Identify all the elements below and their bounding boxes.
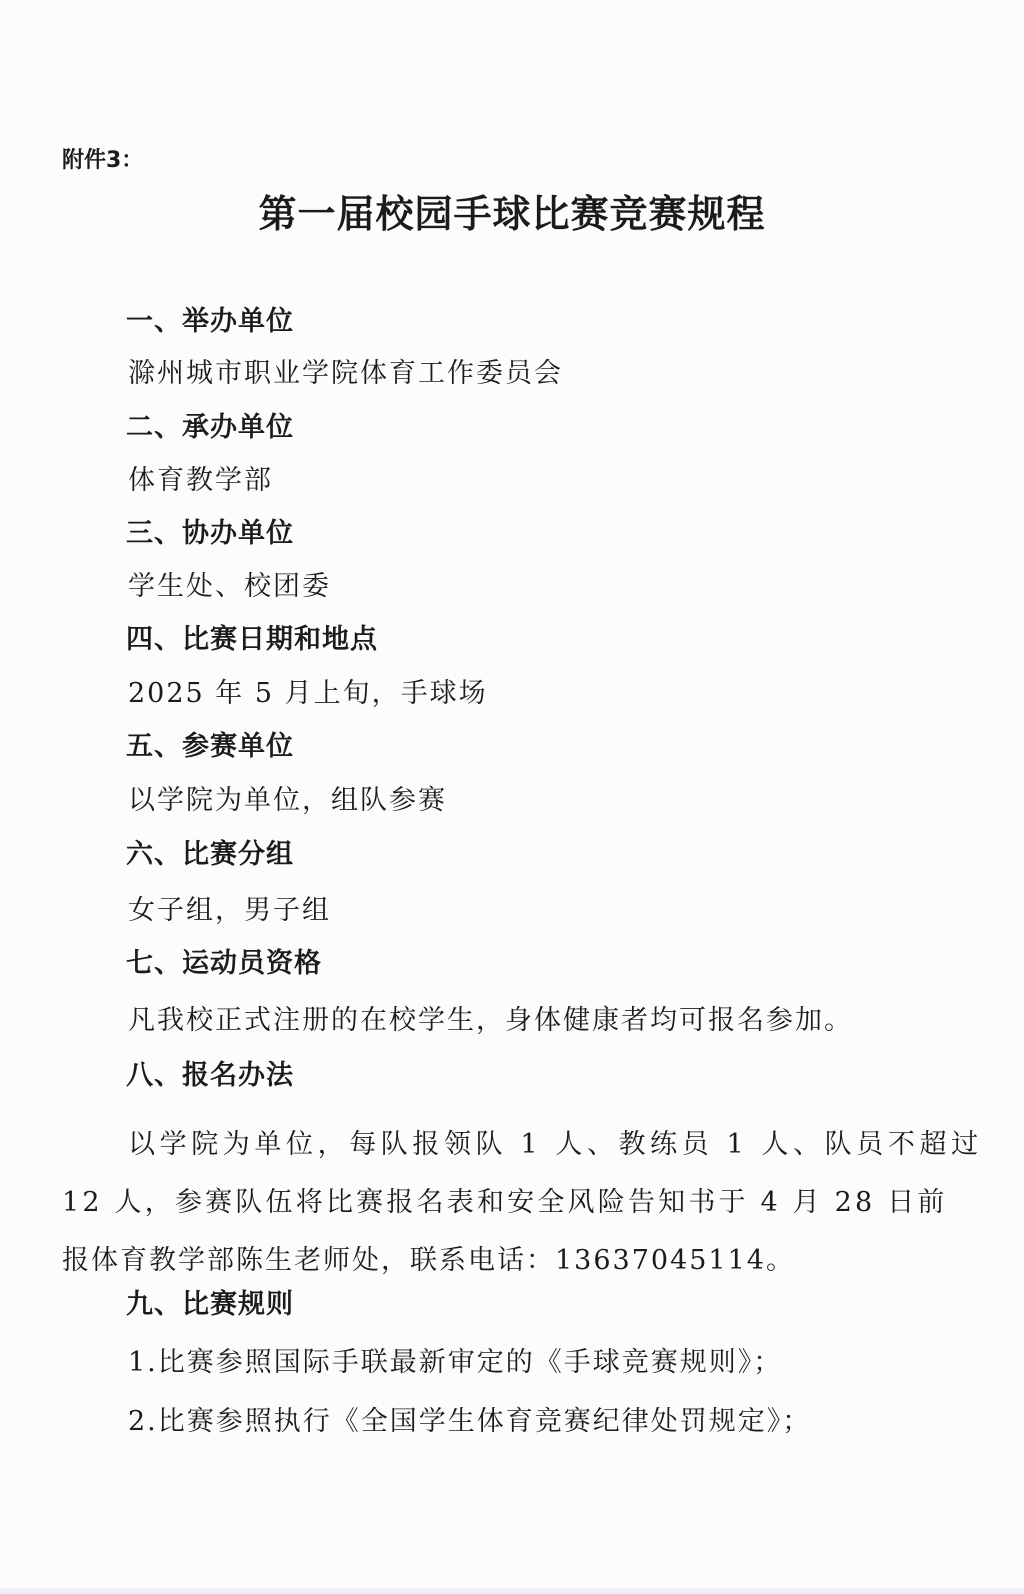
section-heading-date-venue: 四、比赛日期和地点 bbox=[126, 624, 378, 655]
rule-item: 1.比赛参照国际手联最新审定的《手球竞赛规则》； bbox=[128, 1347, 783, 1378]
section-heading-groups: 六、比赛分组 bbox=[126, 839, 294, 870]
section-body-participants: 以学院为单位，组队参赛 bbox=[128, 785, 447, 816]
page-bottom-edge bbox=[0, 1588, 1024, 1594]
section-heading-rules: 九、比赛规则 bbox=[126, 1289, 294, 1320]
attachment-label: 附件3： bbox=[62, 148, 144, 173]
section-body-groups: 女子组，男子组 bbox=[128, 895, 331, 926]
section-heading-co-organizer: 三、协办单位 bbox=[126, 518, 294, 549]
section-heading-eligibility: 七、运动员资格 bbox=[126, 948, 322, 979]
section-body-co-organizer: 学生处、校团委 bbox=[128, 571, 331, 602]
registration-line: 以学院为单位，每队报领队 1 人、教练员 1 人、队员不超过 bbox=[128, 1129, 983, 1160]
section-body-date-venue: 2025 年 5 月上旬，手球场 bbox=[128, 678, 488, 709]
section-body-organizer: 滁州城市职业学院体育工作委员会 bbox=[128, 358, 563, 389]
section-heading-participants: 五、参赛单位 bbox=[126, 731, 294, 762]
section-body-host: 体育教学部 bbox=[128, 465, 273, 496]
registration-line: 报体育教学部陈生老师处，联系电话：13637045114。 bbox=[62, 1245, 795, 1276]
section-heading-organizer: 一、举办单位 bbox=[126, 306, 294, 337]
section-heading-registration: 八、报名办法 bbox=[126, 1060, 294, 1091]
document-title: 第一届校园手球比赛竞赛规程 bbox=[258, 191, 766, 236]
section-body-eligibility: 凡我校正式注册的在校学生，身体健康者均可报名参加。 bbox=[128, 1005, 853, 1036]
rule-item: 2.比赛参照执行《全国学生体育竞赛纪律处罚规定》； bbox=[128, 1406, 812, 1437]
registration-paragraph bbox=[62, 1116, 992, 1290]
section-heading-host: 二、承办单位 bbox=[126, 412, 294, 443]
registration-line: 12 人，参赛队伍将比赛报名表和安全风险告知书于 4 月 28 日前 bbox=[62, 1187, 948, 1218]
